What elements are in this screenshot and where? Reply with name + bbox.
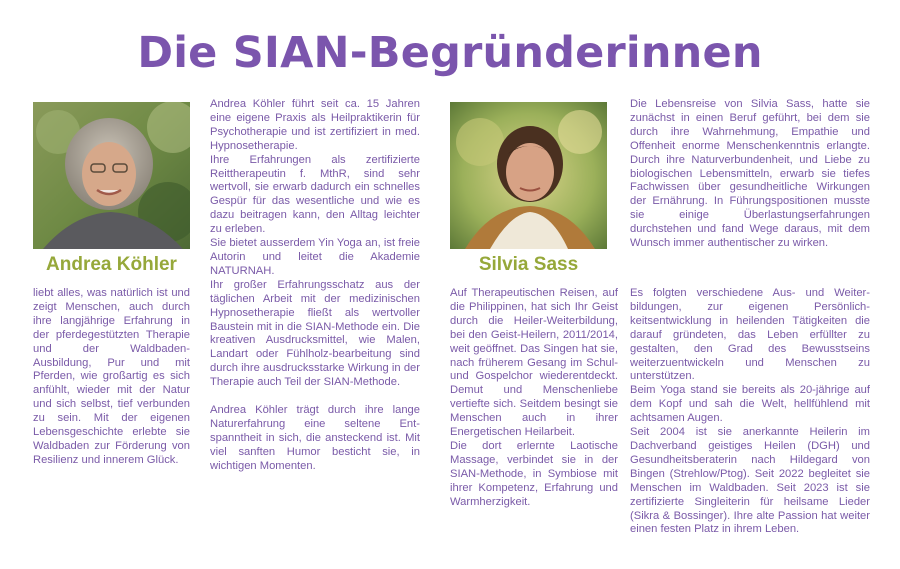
andrea-intro-text: liebt alles, was natürlich ist und zeigt Menschen, auch durch ihre langjährige Erfahrung in der pferdegestützten Therapie und der Waldbaden-Ausbildung, Pur und mit Pferden, wie großartig es sich anfühlt, wieder mit der Natur und sich selbst, tief verbunden zu sein. Mit der eigenen Lebensgeschichte erlebte sie Waldbaden zur Förderung von Resilienz und innerem Glück. xyxy=(33,287,190,466)
portrait-andrea-icon xyxy=(33,102,190,249)
silvia-paragraph: Auf Therapeutischen Reisen, auf die Philippinen, hat sich Ihr Geist durch die Heiler-Weiterbildung, bei den Geist-Heilern, 2011/2014, weit geöffnet. Das Singen hat sie, nach früherem Gesang im Schul- und Gospelchor wiederentdeckt. Demut und Menschenliebe vertiefte sich. Seitdem besingt sie Menschen auch in ihrer Energetischen Heilarbeit. xyxy=(450,287,618,439)
silvia-paragraph: Die dort erlernte Laotische Massage, verbindet sie in der SIAN-Methode, in Symbiose mit ihrer Kompetenz, Erfahrung und Warmherzigkeit. xyxy=(450,439,618,508)
silvia-paragraph: Beim Yoga stand sie bereits als 20-jährige auf dem Kopf und sah die Welt, hellfühlend mit achtsamen Augen. xyxy=(630,384,870,425)
silvia-paragraph: Die Lebensreise von Silvia Sass, hatte sie zunächst in einen Beruf geführt, bei dem sie durch ihre Wahrnehmung, Empathie und Offenheit enorme Menschenkenntnis erlangte. Durch ihre Naturverbundenheit, und Liebe zu biologischen Lebensmitteln, erwarb sie tiefes Fachwissen über gesundheitliche Wirkungen der Ernährung. In Führungspositionen musste sie einige Überlastungserfahrungen durchstehen und fand Wege daraus, mit dem Wunsch immer authentischer zu wirken. xyxy=(630,98,870,250)
silvia-paragraph: Es folgten verschiedene Aus- und Weiter-bildungen, zur eigenen Persönlich-keitsentwicklung in heilenden Tätigkeiten die darauf gründeten, das Leben erfüllter zu gestalten, den Grad des Bewusstseins weiterzuentwickeln und Menschen zu unterstützen. xyxy=(630,287,870,383)
portrait-silvia-icon xyxy=(450,102,607,249)
silvia-name: Silvia Sass xyxy=(478,254,579,275)
andrea-intro-column xyxy=(33,287,190,468)
silvia-paragraph: Seit 2004 ist sie anerkannte Heilerin im Dachverband geistiges Heilen (DGH) und Gesundheitsberaterin nach Hildegard von Bingen (Strehlow/Ptog). Seit 2022 begleitet sie Menschen im Waldbaden. Seit 2023 ist sie zertifizierte Singleiterin für heilsame Lieder (Sikra & Bossinger). Ihre alte Passion hat weiter einen festen Platz in ihrem Leben. xyxy=(630,426,870,536)
andrea-paragraph: Sie bietet ausserdem Yin Yoga an, ist freie Autorin und leitet die Akademie NATURNAH. xyxy=(210,237,420,277)
andrea-paragraph: Andrea Köhler trägt durch ihre lange Naturerfahrung eine seltene Ent-spanntheit in sich, die ansteckend ist. Mit viel sanften Humor besticht sie, in wichtigen Momenten. xyxy=(210,403,420,472)
page-title: Die SIAN-Begründerinnen xyxy=(137,28,763,78)
silvia-training-column xyxy=(630,287,870,537)
andrea-paragraph: Andrea Köhler führt seit ca. 15 Jahren eine eigene Praxis als Heilpraktikerin für Psychotherapie und ist zertifiziert in med. Hypnosetherapie. xyxy=(210,98,420,152)
andrea-paragraph: Ihr großer Erfahrungsschatz aus der täglichen Arbeit mit der medizinischen Hypnosetherapie fließt als wertvoller Baustein mit in die SIAN-Methode ein. Die kreativen Ausdrucksmittel, wie Malen, Landart oder Fühlholz-bearbeitung sind durch ihre ausdrucksstarke Wirkung in der Therapie auch Teil der SIAN-Methode. xyxy=(210,278,420,389)
andrea-paragraph: Ihre Erfahrungen als zertifizierte Reittherapeutin f. MthR, sind sehr wertvoll, sie erwarb dadurch ein schnelles Gespür für das wesentliche und wie es dazu beitragen kann, den Alltag leichter zu erleben. xyxy=(210,153,420,236)
andrea-name: Andrea Köhler xyxy=(46,254,177,275)
silvia-journey-column xyxy=(630,98,870,251)
silvia-travel-column xyxy=(450,287,618,510)
andrea-details-column xyxy=(210,98,420,473)
